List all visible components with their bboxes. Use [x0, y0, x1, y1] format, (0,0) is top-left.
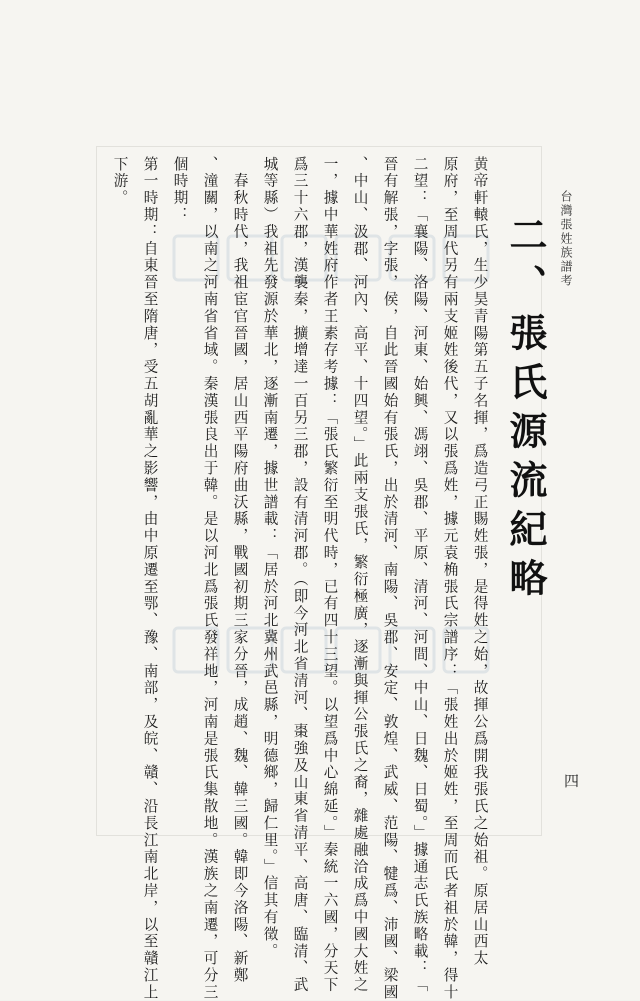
body-text — [98, 156, 490, 1001]
body-line: 爲三十六郡，漢襲秦，擴增達一百另三郡，設有清河郡。（即今河北省清河、棗強及山東省清平、高唐、臨清、武 — [291, 156, 309, 994]
body-line: 一，據中華姓府作者王素存考據：「張氏繁衍至明代時，已有四十三望。以望爲中心綿延。」秦統一六國，分天下 — [321, 156, 339, 994]
body-line: 二望：「襄陽、洛陽、河東、始興、馮翊、吳郡、平原、清河、河間、中山、日魏、日蜀。」據通志氏族略載：「 — [411, 156, 429, 994]
body-line: 黄帝軒轅氏，生少昊青陽第五子名揮，爲造弓正賜姓張，是得姓之始，故揮公爲開我張氏之始祖。原居山西太 — [471, 156, 489, 968]
body-line: 第一時期：自東晉至隋唐，受五胡亂華之影響，由中原遷至鄂、豫、南部，及皖、贛、沿長江南北岸，以至贛江上 — [141, 156, 159, 1001]
running-head: 台灣張姓族譜考 — [559, 190, 573, 288]
body-line: 晉有解張，字張，侯，自此晉國始有張氏，出於清河、南陽、吳郡、安定、敦煌、武威、范陽、犍爲、沛國、梁國 — [381, 156, 399, 1001]
body-line: 、中山、汲郡、河內、高平、十四望。」此兩支張氏，繁衍極廣，逐漸與揮公張氏之裔，雜處融洽成爲中國大姓之 — [351, 156, 369, 994]
body-line: 個時期： — [171, 156, 189, 224]
body-line: 原府，至周代另有兩支姬姓後代，又以張爲姓，據元袁桷張氏宗譜序：「張姓出於姬姓，至周而氏者祖於韓，得十 — [441, 156, 459, 1001]
body-line: 下游。 — [111, 156, 129, 207]
page-number: 四 — [564, 772, 580, 790]
body-line: 城等縣）我祖先發源於華北，逐漸南遷，據世譜載：「居於河北冀州武邑縣，明德鄉，歸仁里。」信其有徵。 — [261, 156, 279, 960]
section-title: 二、張氏源流紀略 — [503, 215, 548, 607]
body-line: 、潼關，以南之河南省省域。秦漢張良出于韓。是以河北爲張氏發祥地，河南是張氏集散地。漢族之南遷，可分三 — [201, 156, 219, 1001]
body-line: 春秋時代，我祖宦官晉國，居山西平陽府曲沃縣，戰國初期三家分晉，成趙、魏、韓三國。韓即今洛陽、新鄭 — [231, 156, 249, 985]
